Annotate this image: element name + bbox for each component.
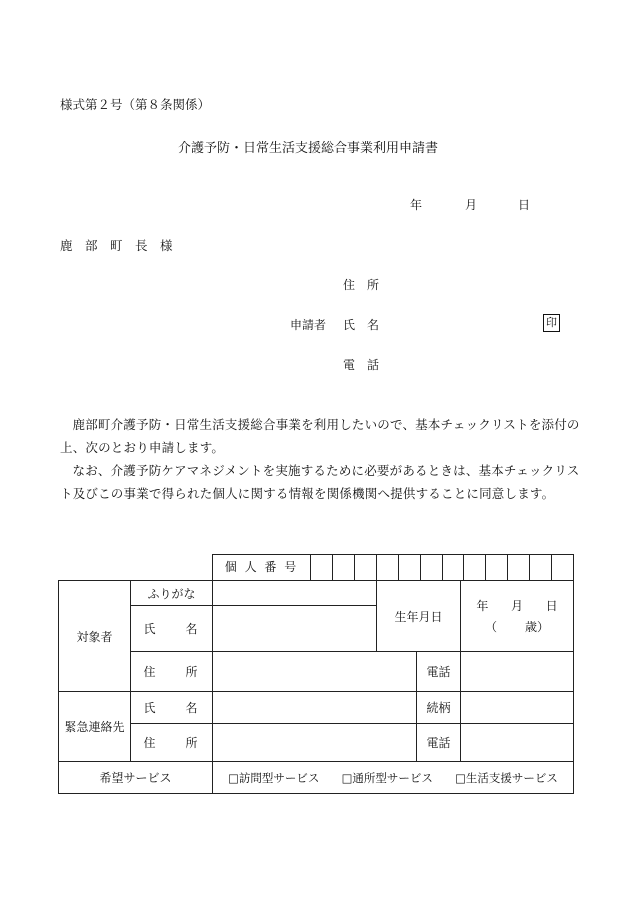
personal-number-cell xyxy=(213,555,574,581)
furigana-row xyxy=(59,581,574,606)
application-table xyxy=(58,554,574,794)
service-label: 希望サービス xyxy=(59,762,213,794)
furigana-label: ふりがな xyxy=(131,581,213,606)
seal-box: 印 xyxy=(543,314,560,332)
applicant-phone-label: 電 話 xyxy=(343,358,380,372)
applicant-address-label: 住 所 xyxy=(343,278,380,292)
digit-box[interactable] xyxy=(377,555,399,580)
digit-box[interactable] xyxy=(333,555,355,580)
personal-number-boxes xyxy=(311,555,573,580)
relation-label: 続柄 xyxy=(417,692,461,724)
birth-year-label: 年 xyxy=(476,599,489,613)
applicant-label: 申請者 xyxy=(290,318,327,332)
digit-box[interactable] xyxy=(421,555,443,580)
digit-box[interactable] xyxy=(443,555,465,580)
emergency-label: 緊急連絡先 xyxy=(59,692,131,762)
digit-box[interactable] xyxy=(311,555,333,580)
body-paragraph-2: なお、介護予防ケアマネジメントを実施するために必要があるときは、基本チェックリスト及びこの事業で得られた個人に関する情報を関係機関へ提供することに同意します。 xyxy=(60,463,580,501)
date-month: 月 xyxy=(465,198,478,212)
digit-box[interactable] xyxy=(464,555,486,580)
digit-box[interactable] xyxy=(530,555,552,580)
subject-address-field[interactable] xyxy=(213,652,417,692)
service-option-daycare[interactable]: □通所型サービス xyxy=(341,770,433,785)
digit-box[interactable] xyxy=(399,555,421,580)
emergency-phone-field[interactable] xyxy=(461,724,574,762)
emergency-address-field[interactable] xyxy=(213,724,417,762)
subject-name-field[interactable] xyxy=(213,606,377,652)
birthdate-ymd xyxy=(461,597,573,614)
birthdate-label: 生年月日 xyxy=(377,581,461,652)
age-close: 歳） xyxy=(524,620,549,634)
subject-address-row xyxy=(59,652,574,692)
document-title: 介護予防・日常生活支援総合事業利用申請書 xyxy=(178,141,439,156)
relation-field[interactable] xyxy=(461,692,574,724)
service-option-visit[interactable]: □訪問型サービス xyxy=(228,770,320,785)
body-text xyxy=(60,413,580,505)
date-day: 日 xyxy=(518,198,531,212)
birth-month-label: 月 xyxy=(510,599,523,613)
addressee: 鹿 部 町 長 様 xyxy=(60,238,173,253)
body-paragraph-1: 鹿部町介護予防・日常生活支援総合事業を利用したいので、基本チェックリストを添付の上、次のとおり申請します。 xyxy=(60,417,580,455)
emergency-name-row xyxy=(59,692,574,724)
digit-box[interactable] xyxy=(355,555,377,580)
birth-day-label: 日 xyxy=(545,599,558,613)
emergency-name-field[interactable] xyxy=(213,692,417,724)
personal-number-label: 個 人 番 号 xyxy=(213,555,311,580)
emergency-address-row xyxy=(59,724,574,762)
emergency-name-label: 氏 名 xyxy=(131,692,213,724)
date-year: 年 xyxy=(410,198,423,212)
subject-name-label: 氏 名 xyxy=(131,606,213,652)
subject-phone-field[interactable] xyxy=(461,652,574,692)
service-row xyxy=(59,762,574,794)
subject-label: 対象者 xyxy=(59,581,131,692)
furigana-field[interactable] xyxy=(213,581,377,606)
digit-box[interactable] xyxy=(508,555,530,580)
age-line xyxy=(461,618,573,635)
digit-box[interactable] xyxy=(552,555,573,580)
form-number: 様式第２号（第８条関係） xyxy=(60,97,211,112)
subject-address-label: 住 所 xyxy=(131,652,213,692)
seal-mark xyxy=(543,314,560,332)
birthdate-field[interactable] xyxy=(461,581,574,652)
applicant-name-label: 氏 名 xyxy=(343,318,380,332)
service-option-life-support[interactable]: □生活支援サービス xyxy=(455,770,558,785)
personal-number-row xyxy=(59,555,574,581)
subject-phone-label: 電話 xyxy=(417,652,461,692)
emergency-phone-label: 電話 xyxy=(417,724,461,762)
digit-box[interactable] xyxy=(486,555,508,580)
emergency-address-label: 住 所 xyxy=(131,724,213,762)
service-options xyxy=(213,762,574,794)
age-open: （ xyxy=(484,620,497,634)
